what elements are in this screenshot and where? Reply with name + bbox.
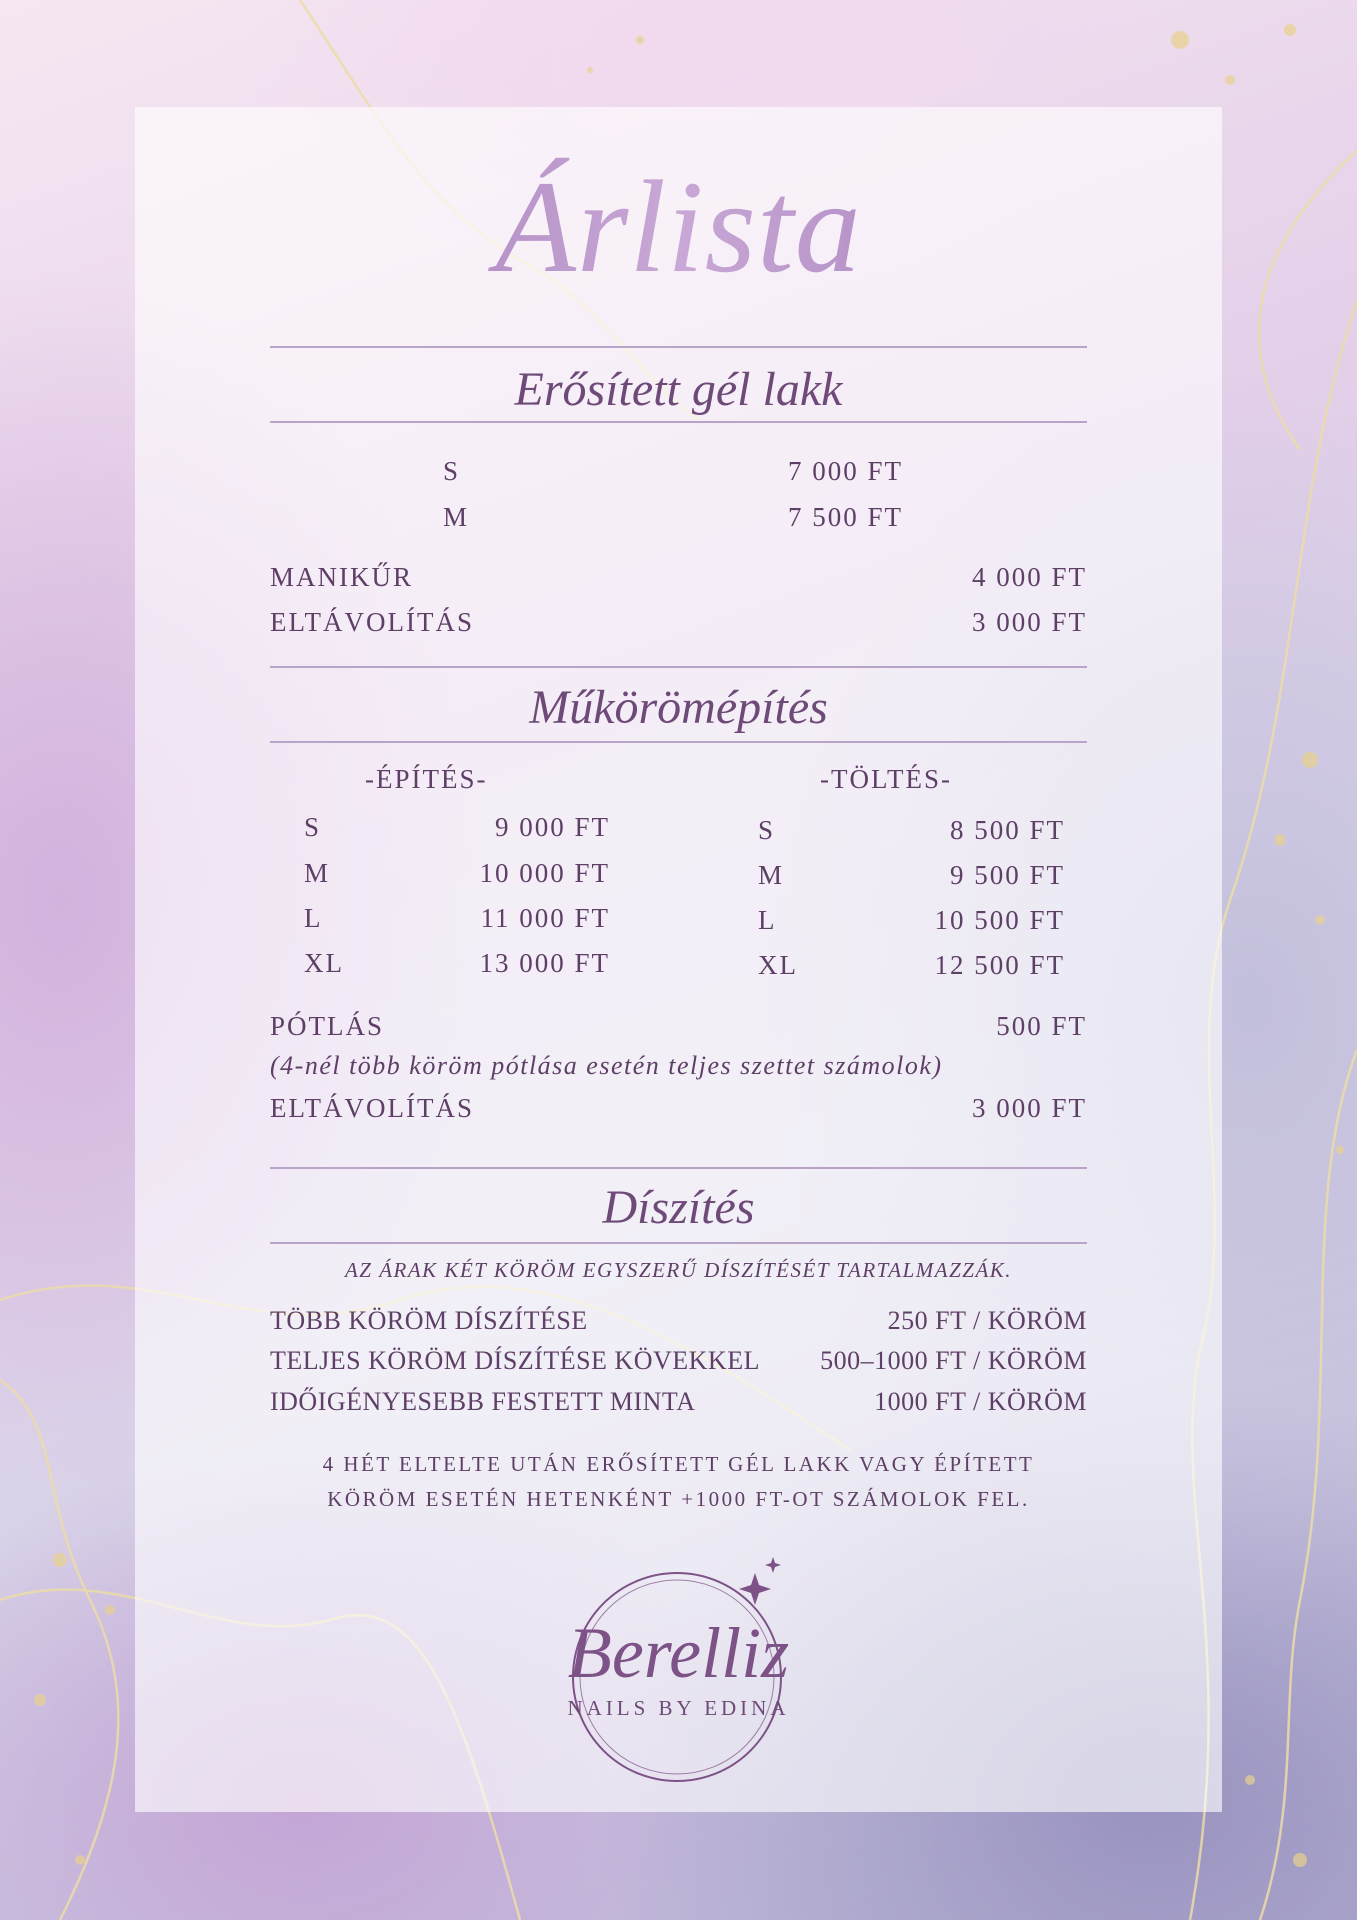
deco-note: AZ ÁRAK KÉT KÖRÖM EGYSZERŰ DÍSZÍTÉSÉT TARTALMAZZÁK. bbox=[344, 1258, 1013, 1282]
divider bbox=[270, 346, 1087, 348]
nail-removal-price: 3 000 FT bbox=[971, 1093, 1087, 1123]
weekly-surcharge-note bbox=[0, 1447, 1357, 1517]
fill-size: M bbox=[758, 860, 785, 890]
fill-size: XL bbox=[758, 950, 798, 980]
deco-label: IDŐIGÉNYESEBB FESTETT MINTA bbox=[270, 1387, 696, 1416]
deco-price: 1000 FT / KÖRÖM bbox=[874, 1387, 1087, 1416]
build-header: -ÉPÍTÉS- bbox=[365, 764, 488, 794]
divider bbox=[270, 421, 1087, 423]
build-price: 13 000 FT bbox=[479, 948, 610, 978]
build-price: 11 000 FT bbox=[480, 903, 610, 933]
fill-price: 12 500 FT bbox=[934, 950, 1065, 980]
build-price: 9 000 FT bbox=[494, 812, 610, 842]
build-size: S bbox=[304, 812, 322, 842]
manicure-label: MANIKŰR bbox=[270, 562, 414, 592]
deco-price: 250 FT / KÖRÖM bbox=[887, 1306, 1087, 1335]
gel-removal-price: 3 000 FT bbox=[971, 607, 1087, 637]
build-size: L bbox=[304, 903, 323, 933]
section-heading-nails: Műkörömépítés bbox=[529, 681, 828, 734]
gel-removal-label: ELTÁVOLÍTÁS bbox=[270, 607, 474, 637]
logo-subtitle: NAILS BY EDINA bbox=[567, 1696, 790, 1720]
section-heading-deco: Díszítés bbox=[602, 1181, 755, 1234]
divider bbox=[270, 1242, 1087, 1244]
deco-price: 500–1000 FT / KÖRÖM bbox=[820, 1346, 1087, 1375]
gel-size-m: M bbox=[443, 502, 470, 532]
build-size: XL bbox=[304, 948, 344, 978]
manicure-price: 4 000 FT bbox=[971, 562, 1087, 592]
fill-size: S bbox=[758, 815, 776, 845]
page-title: Árlista bbox=[0, 150, 1357, 303]
build-size: M bbox=[304, 858, 331, 888]
divider bbox=[270, 1167, 1087, 1169]
deco-label: TELJES KÖRÖM DÍSZÍTÉSE KÖVEKKEL bbox=[270, 1346, 760, 1375]
nail-removal-label: ELTÁVOLÍTÁS bbox=[270, 1093, 474, 1123]
deco-label: TÖBB KÖRÖM DÍSZÍTÉSE bbox=[270, 1306, 588, 1335]
section-heading-gel: Erősített gél lakk bbox=[514, 363, 843, 416]
divider bbox=[270, 666, 1087, 668]
fill-price: 8 500 FT bbox=[949, 815, 1065, 845]
divider bbox=[270, 741, 1087, 743]
fill-header: -TÖLTÉS- bbox=[820, 764, 952, 794]
gel-price-s: 7 000 FT bbox=[788, 456, 904, 486]
fill-price: 10 500 FT bbox=[934, 905, 1065, 935]
repair-label: PÓTLÁS bbox=[270, 1011, 385, 1041]
note-line: 4 HÉT ELTELTE UTÁN ERŐSÍTETT GÉL LAKK VAGY ÉPÍTETT bbox=[322, 1452, 1035, 1476]
logo-script: Berelliz bbox=[567, 1613, 790, 1693]
gel-price-m: 7 500 FT bbox=[788, 502, 904, 532]
fill-size: L bbox=[758, 905, 777, 935]
fill-price: 9 500 FT bbox=[949, 860, 1065, 890]
note-line: KÖRÖM ESETÉN HETENKÉNT +1000 FT-OT SZÁMOLOK FEL. bbox=[327, 1487, 1030, 1511]
build-price: 10 000 FT bbox=[479, 858, 610, 888]
gel-size-s: S bbox=[443, 456, 461, 486]
repair-price: 500 FT bbox=[996, 1011, 1087, 1041]
repair-note: (4-nél több köröm pótlása esetén teljes szettet számolok) bbox=[270, 1051, 943, 1080]
